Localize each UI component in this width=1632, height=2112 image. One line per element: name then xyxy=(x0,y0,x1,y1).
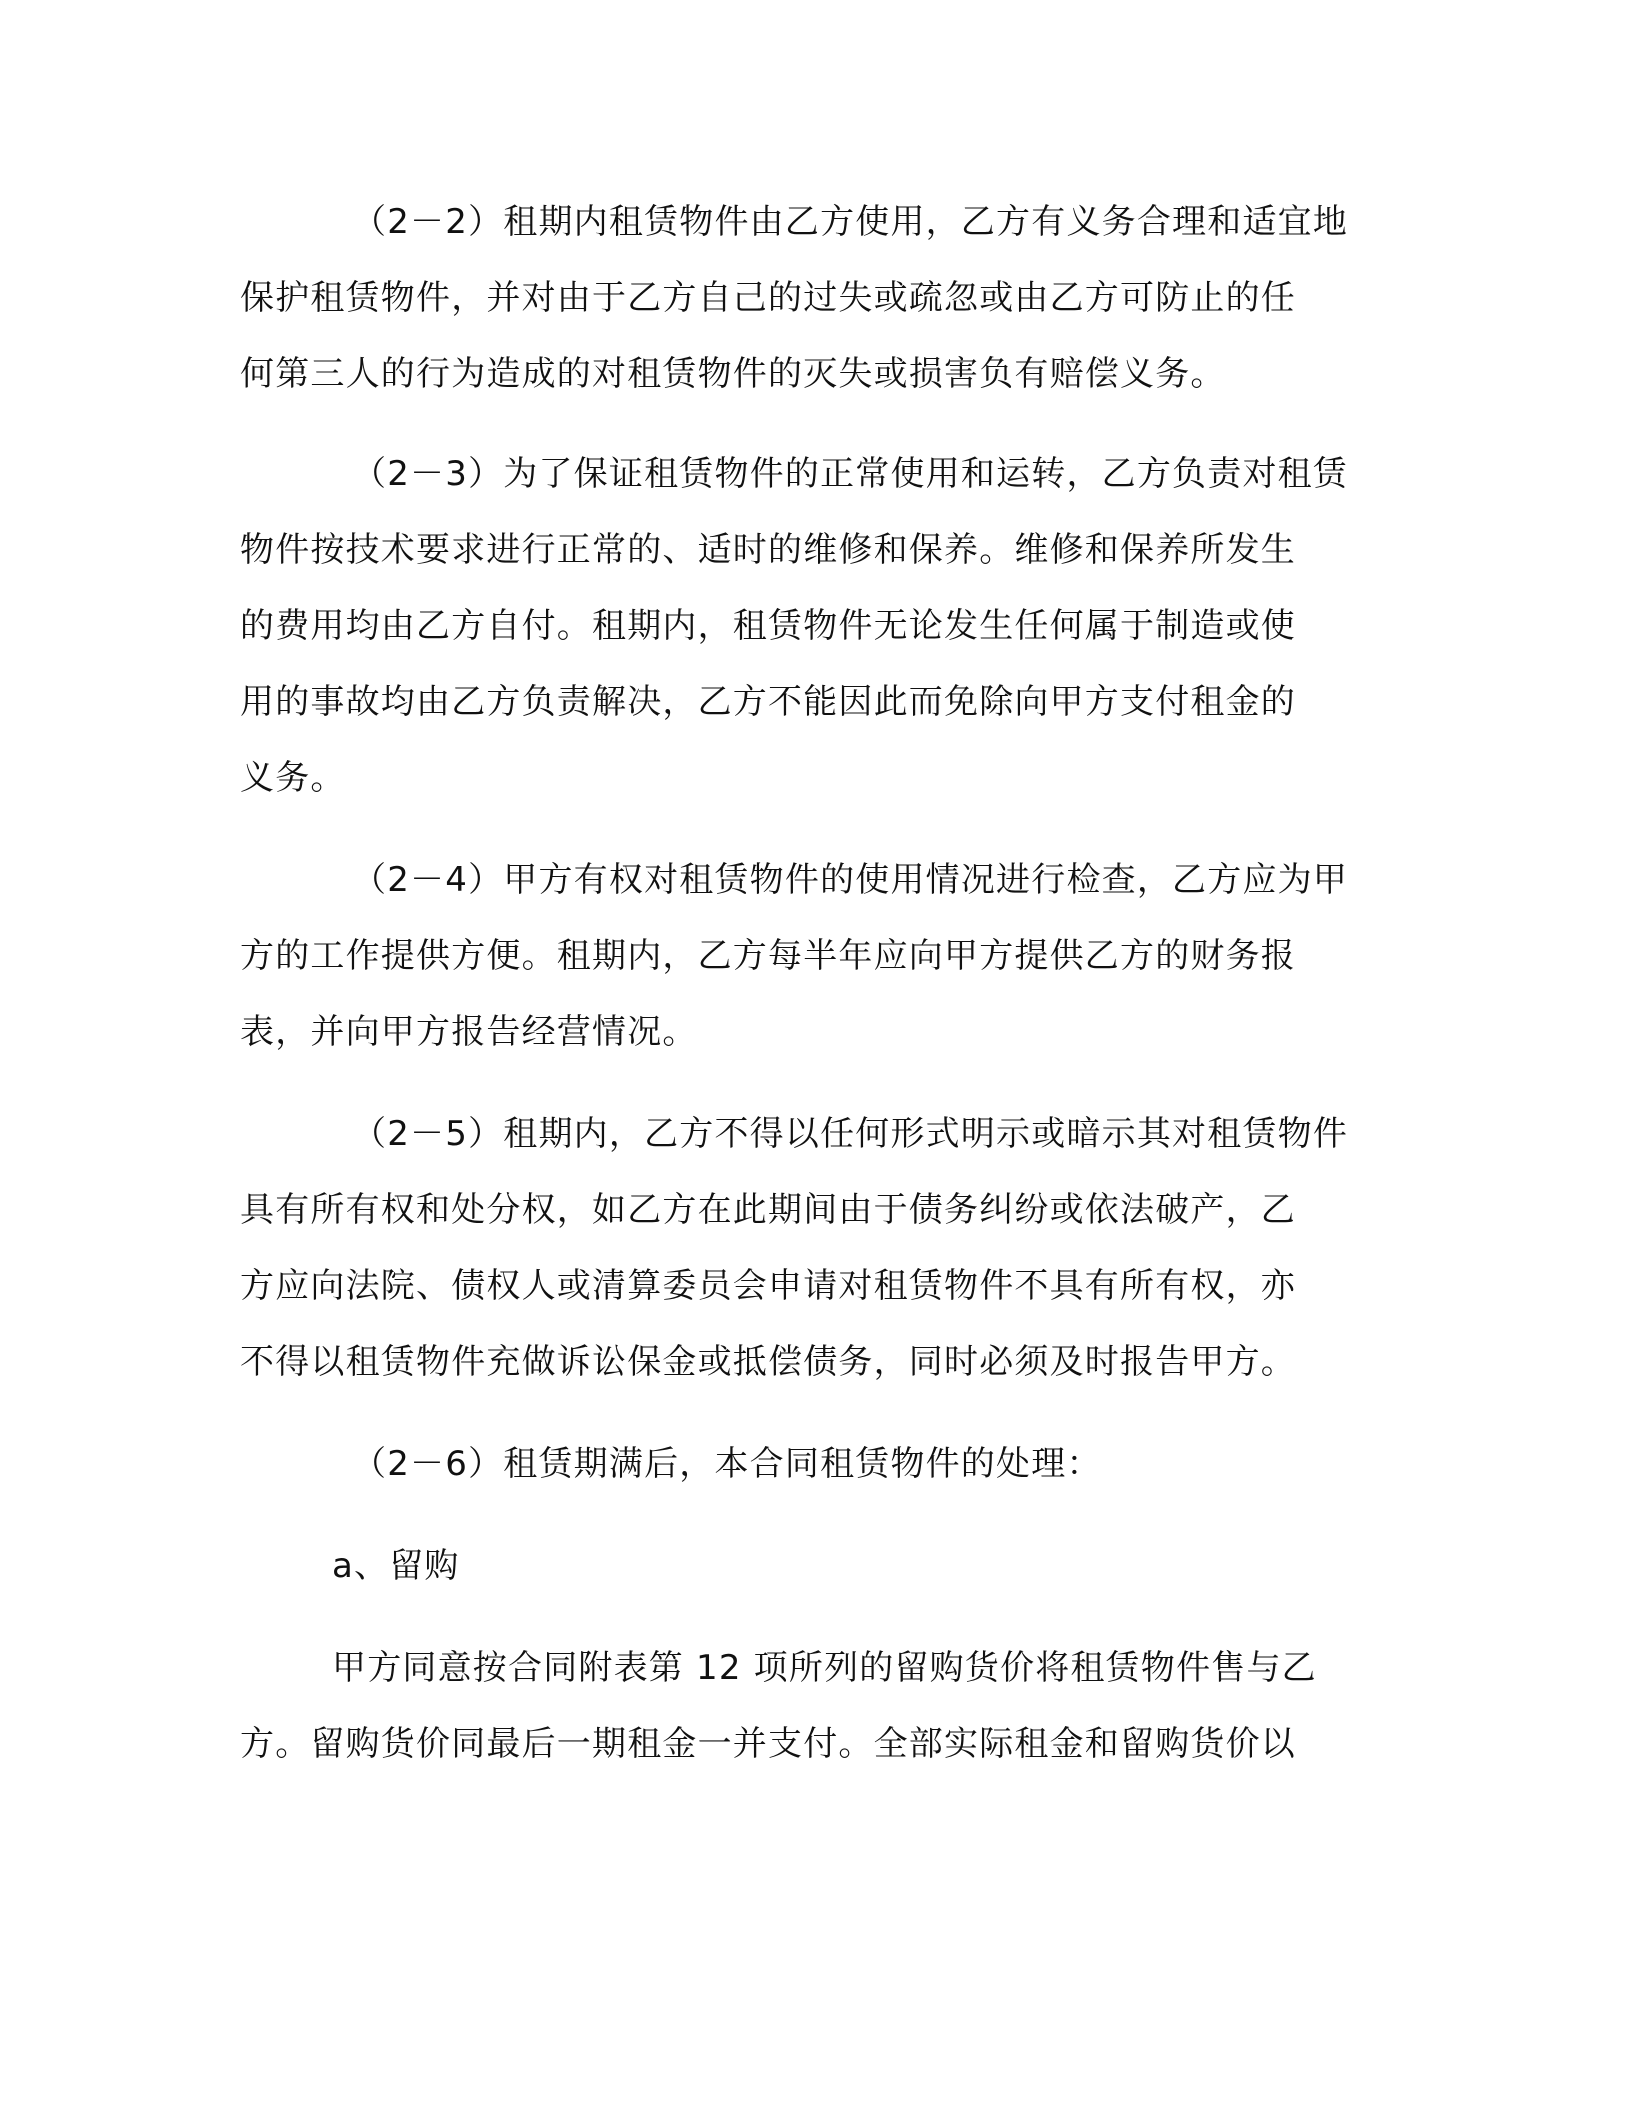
paragraph-a-line-1: 甲方同意按合同附表第 12 项所列的留购货价将租赁物件售与乙 xyxy=(332,1648,1317,1688)
paragraph-2-4-line-1: （2－4）甲方有权对租赁物件的使用情况进行检查，乙方应为甲 xyxy=(352,860,1349,900)
paragraph-2-5-line-3: 方应向法院、债权人或清算委员会申请对租赁物件不具有所有权，亦 xyxy=(240,1266,1296,1306)
paragraph-2-6-line-1: （2－6）租赁期满后，本合同租赁物件的处理： xyxy=(352,1444,1102,1484)
subheading-a: a、留购 xyxy=(332,1546,460,1586)
paragraph-2-5-line-4: 不得以租赁物件充做诉讼保金或抵偿债务，同时必须及时报告甲方。 xyxy=(240,1342,1296,1382)
paragraph-2-3-line-5: 义务。 xyxy=(240,758,346,798)
paragraph-2-3-line-3: 的费用均由乙方自付。租期内，租赁物件无论发生任何属于制造或使 xyxy=(240,606,1296,646)
paragraph-2-2-line-3: 何第三人的行为造成的对租赁物件的灭失或损害负有赔偿义务。 xyxy=(240,354,1226,394)
paragraph-2-5-line-1: （2－5）租期内，乙方不得以任何形式明示或暗示其对租赁物件 xyxy=(352,1114,1349,1154)
paragraph-2-4-line-3: 表，并向甲方报告经营情况。 xyxy=(240,1012,698,1052)
paragraph-2-3-line-1: （2－3）为了保证租赁物件的正常使用和运转，乙方负责对租赁 xyxy=(352,454,1349,494)
paragraph-2-2-line-2: 保护租赁物件，并对由于乙方自己的过失或疏忽或由乙方可防止的任 xyxy=(240,278,1296,318)
paragraph-a-line-2: 方。留购货价同最后一期租金一并支付。全部实际租金和留购货价以 xyxy=(240,1724,1296,1764)
paragraph-2-4-line-2: 方的工作提供方便。租期内，乙方每半年应向甲方提供乙方的财务报 xyxy=(240,936,1296,976)
paragraph-2-3-line-2: 物件按技术要求进行正常的、适时的维修和保养。维修和保养所发生 xyxy=(240,530,1296,570)
paragraph-2-3-line-4: 用的事故均由乙方负责解决，乙方不能因此而免除向甲方支付租金的 xyxy=(240,682,1296,722)
paragraph-2-2-line-1: （2－2）租期内租赁物件由乙方使用，乙方有义务合理和适宜地 xyxy=(352,202,1349,242)
paragraph-2-5-line-2: 具有所有权和处分权，如乙方在此期间由于债务纠纷或依法破产，乙 xyxy=(240,1190,1296,1230)
